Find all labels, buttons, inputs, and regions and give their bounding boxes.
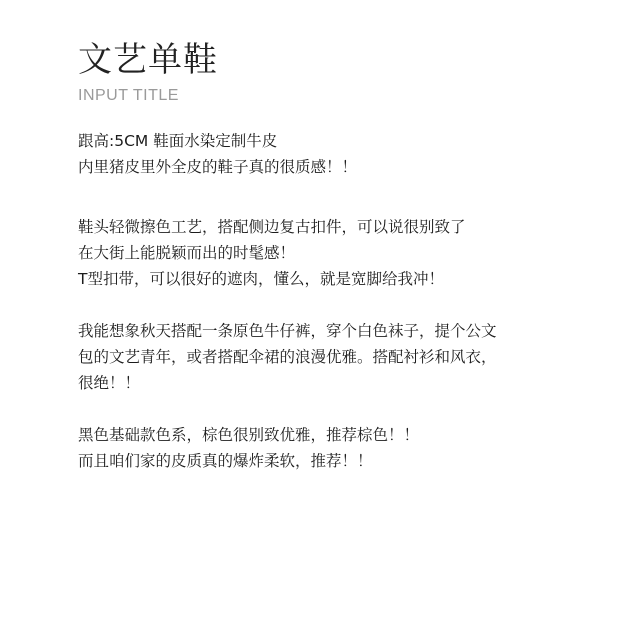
text-line: 鞋头轻微擦色工艺，搭配侧边复古扣件，可以说很别致了	[78, 218, 466, 236]
text-line: 包的文艺青年，或者搭配伞裙的浪漫优雅。搭配衬衫和风衣，	[78, 348, 497, 366]
page-subtitle: INPUT TITLE	[78, 87, 179, 104]
text-line: 黑色基础款色系，棕色很别致优雅，推荐棕色！！	[78, 426, 420, 444]
paragraph-colors	[78, 422, 618, 474]
paragraph-specs	[78, 128, 618, 180]
text-line: 我能想象秋天搭配一条原色牛仔裤，穿个白色袜子，提个公文	[78, 322, 497, 340]
product-description-page	[78, 36, 618, 474]
description-body	[78, 128, 618, 474]
paragraph-styling	[78, 318, 618, 396]
text-line: 在大街上能脱颖而出的时髦感！	[78, 244, 296, 262]
text-line: T型扣带，可以很好的遮肉，懂么，就是宽脚给我冲！	[78, 270, 444, 288]
paragraph-spacer	[78, 292, 618, 318]
page-title: 文艺单鞋	[78, 40, 218, 80]
text-line: 而且咱们家的皮质真的爆炸柔软，推荐！！	[78, 452, 373, 470]
text-line: 内里猪皮里外全皮的鞋子真的很质感！！	[78, 158, 358, 176]
text-line: 很绝！！	[78, 374, 141, 392]
paragraph-spacer	[78, 180, 618, 214]
paragraph-spacer	[78, 396, 618, 422]
text-line: 跟高:5CM 鞋面水染定制牛皮	[78, 132, 278, 150]
paragraph-design	[78, 214, 618, 292]
